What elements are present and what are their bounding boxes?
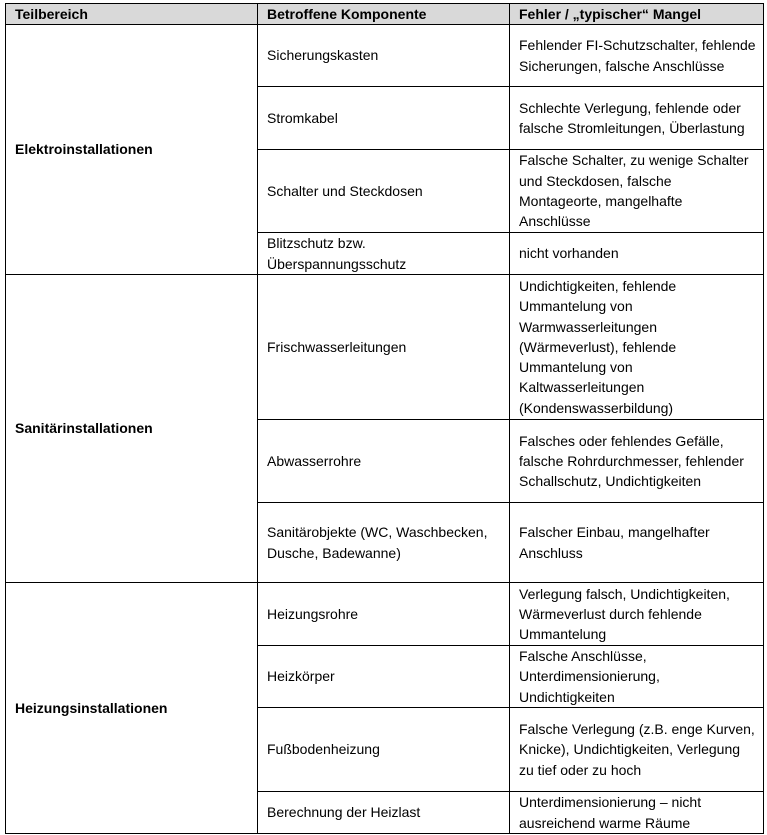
defect-cell: Undichtigkeiten, fehlende Ummantelung von Warmwasserleitungen (Wärmeverlust), fehlende Ummantelung von Kaltwasserleitungen (Kondenswasserbildung)	[510, 275, 764, 420]
table-row	[6, 275, 764, 420]
header-row	[6, 4, 764, 25]
component-cell: Stromkabel	[258, 87, 510, 150]
component-cell: Berechnung der Heizlast	[258, 792, 510, 834]
area-cell-sanitary: Sanitärinstallationen	[6, 275, 258, 583]
defect-cell: Falsche Anschlüsse, Unterdimensionierung, Undichtigkeiten	[510, 646, 764, 708]
header-area: Teilbereich	[6, 4, 258, 25]
table-row	[6, 25, 764, 87]
defect-cell: Fehlender FI-Schutzschalter, fehlende Sicherungen, falsche Anschlüsse	[510, 25, 764, 87]
area-cell-electrical: Elektroinstallationen	[6, 25, 258, 275]
component-cell: Fußbodenheizung	[258, 708, 510, 792]
area-cell-heating: Heizungsinstallationen	[6, 583, 258, 834]
defect-cell: Verlegung falsch, Undichtigkeiten, Wärmeverlust durch fehlende Ummantelung	[510, 583, 764, 646]
defect-cell: Unterdimensionierung – nicht ausreichend warme Räume	[510, 792, 764, 834]
component-cell: Sicherungskasten	[258, 25, 510, 87]
component-cell: Schalter und Steckdosen	[258, 150, 510, 233]
header-component: Betroffene Komponente	[258, 4, 510, 25]
defect-cell: Falsche Schalter, zu wenige Schalter und Steckdosen, falsche Montageorte, mangelhafte Anschlüsse	[510, 150, 764, 233]
defect-cell: Falsches oder fehlendes Gefälle, falsche Rohrdurchmesser, fehlender Schallschutz, Undichtigkeiten	[510, 420, 764, 503]
defect-cell: Falscher Einbau, mangelhafter Anschluss	[510, 503, 764, 583]
component-cell: Heizungsrohre	[258, 583, 510, 646]
defect-cell: Falsche Verlegung (z.B. enge Kurven, Knicke), Undichtigkeiten, Verlegung zu tief oder zu hoch	[510, 708, 764, 792]
header-defect: Fehler / „typischer“ Mangel	[510, 4, 764, 25]
component-cell: Heizkörper	[258, 646, 510, 708]
defect-cell: Schlechte Verlegung, fehlende oder falsche Stromleitungen, Überlastung	[510, 87, 764, 150]
table-row	[6, 583, 764, 646]
component-cell: Blitzschutz bzw. Überspannungsschutz	[258, 233, 510, 275]
component-cell: Sanitärobjekte (WC, Waschbecken, Dusche, Badewanne)	[258, 503, 510, 583]
component-cell: Abwasserrohre	[258, 420, 510, 503]
component-cell: Frischwasserleitungen	[258, 275, 510, 420]
defects-table	[5, 3, 764, 834]
defect-cell: nicht vorhanden	[510, 233, 764, 275]
